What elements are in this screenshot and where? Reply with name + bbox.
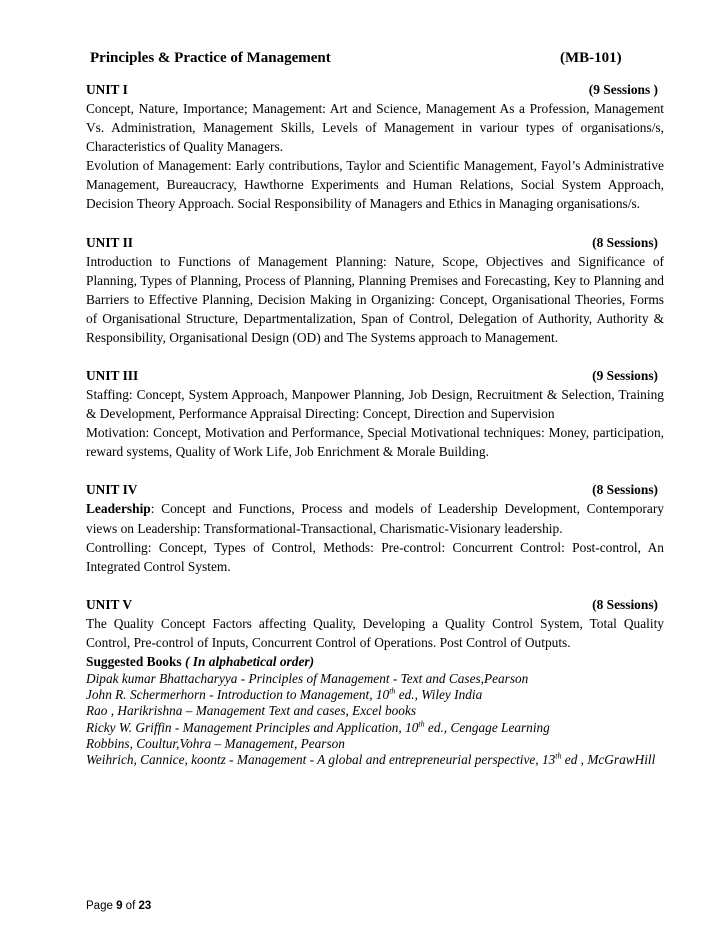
page-number: 9 — [116, 900, 123, 912]
book-item: Rao , Harikrishna – Management Text and cases, Excel books — [86, 703, 417, 719]
unit-title: UNIT V — [86, 596, 133, 612]
unit-paragraph: Evolution of Management: Early contributions, Taylor and Scientific Management, Fayol’s Administrative Management, Bureaucracy, Hawthorne Experiments and Human Relations, Social System Approach, Decision Theory Approach. Social Responsibility of Managers and Ethics in Managing organisations/s. — [86, 158, 664, 212]
unit-paragraph: Motivation: Concept, Motivation and Performance, Special Motivational techniques: Money, participation, reward systems, Quality of Work Life, Job Enrichment & Morale Building. — [86, 425, 664, 460]
unit-sessions: (8 Sessions) — [592, 234, 658, 250]
leadership-term: Leadership — [86, 501, 151, 517]
unit-title: UNIT III — [86, 368, 139, 384]
document-header — [90, 50, 660, 67]
unit-title: UNIT II — [86, 234, 134, 250]
unit-paragraph: The Quality Concept Factors affecting Quality, Developing a Quality Control System, Total Quality Control, Pre-control of Inputs, Concurrent Control of Operations. Post Control of Outputs. — [86, 615, 664, 650]
unit-1 — [86, 80, 664, 214]
unit-5 — [86, 595, 664, 652]
unit-paragraph: Controlling: Concept, Types of Control, Methods: Pre-control: Concurrent Control: Post-control, An Integrated Control System. — [86, 539, 664, 574]
unit-sessions: (9 Sessions) — [592, 368, 658, 384]
book-list — [86, 671, 664, 768]
book-item: Weihrich, Cannice, koontz - Management - A global and entrepreneurial perspective, 13th ed , McGrawHill — [86, 751, 656, 768]
book-item: Dipak kumar Bhattacharyya - Principles of Management - Text and Cases,Pearson — [86, 671, 529, 687]
unit-sessions: (9 Sessions ) — [588, 82, 658, 97]
unit-4 — [86, 480, 664, 575]
book-item: Robbins, Coultur,Vohra – Management, Pearson — [86, 735, 345, 751]
unit-title: UNIT IV — [86, 482, 138, 498]
unit-sessions: (8 Sessions) — [592, 596, 658, 612]
unit-paragraph: Staffing: Concept, System Approach, Manpower Planning, Job Design, Recruitment & Selection, Training & Development, Performance Appraisal Directing: Concept, Direction and Supervision — [86, 387, 664, 422]
unit-paragraph: Leadership: Concept and Functions, Process and models of Leadership Development, Contemporary views on Leadership: Transformational-Transactional, Charismatic-Visionary leadership. — [86, 501, 664, 536]
page-total: 23 — [138, 900, 152, 912]
suggested-books-heading: Suggested Books ( In alphabetical order) — [86, 653, 315, 669]
course-code: (MB-101) — [560, 50, 622, 66]
book-item: John R. Schermerhorn - Introduction to Management, 10th ed., Wiley India — [86, 686, 483, 703]
unit-title: UNIT I — [86, 82, 128, 97]
book-item: Ricky W. Griffin - Management Principles and Application, 10th ed., Cengage Learning — [86, 719, 550, 735]
unit-paragraph: Introduction to Functions of Management Planning: Nature, Scope, Objectives and Significance of Planning, Types of Planning, Process of Planning, Planning Premises and Forecasting, Key to Planning and Barriers to Effective Planning, Decision Making in Organizing: Concept, Organisational Theories, Forms of Organisational Structure, Departmentalization, Span of Control, Delegation of Authority, Authority & Responsibility, Organisational Design (OD) and The Systems approach to Management. — [86, 253, 664, 345]
unit-3 — [86, 366, 664, 461]
unit-paragraph: Concept, Nature, Importance; Management: Art and Science, Management As a Profession, Management Vs. Administration, Management Skills, Levels of Management in variour types of organisations/s, Characteristics of Quality Managers. — [86, 101, 664, 155]
page-footer: Page 9 of 23 — [86, 900, 152, 912]
unit-2 — [86, 233, 664, 347]
syllabus-content — [86, 80, 664, 768]
unit-sessions: (8 Sessions) — [592, 482, 658, 498]
course-title: Principles & Practice of Management — [90, 50, 331, 66]
